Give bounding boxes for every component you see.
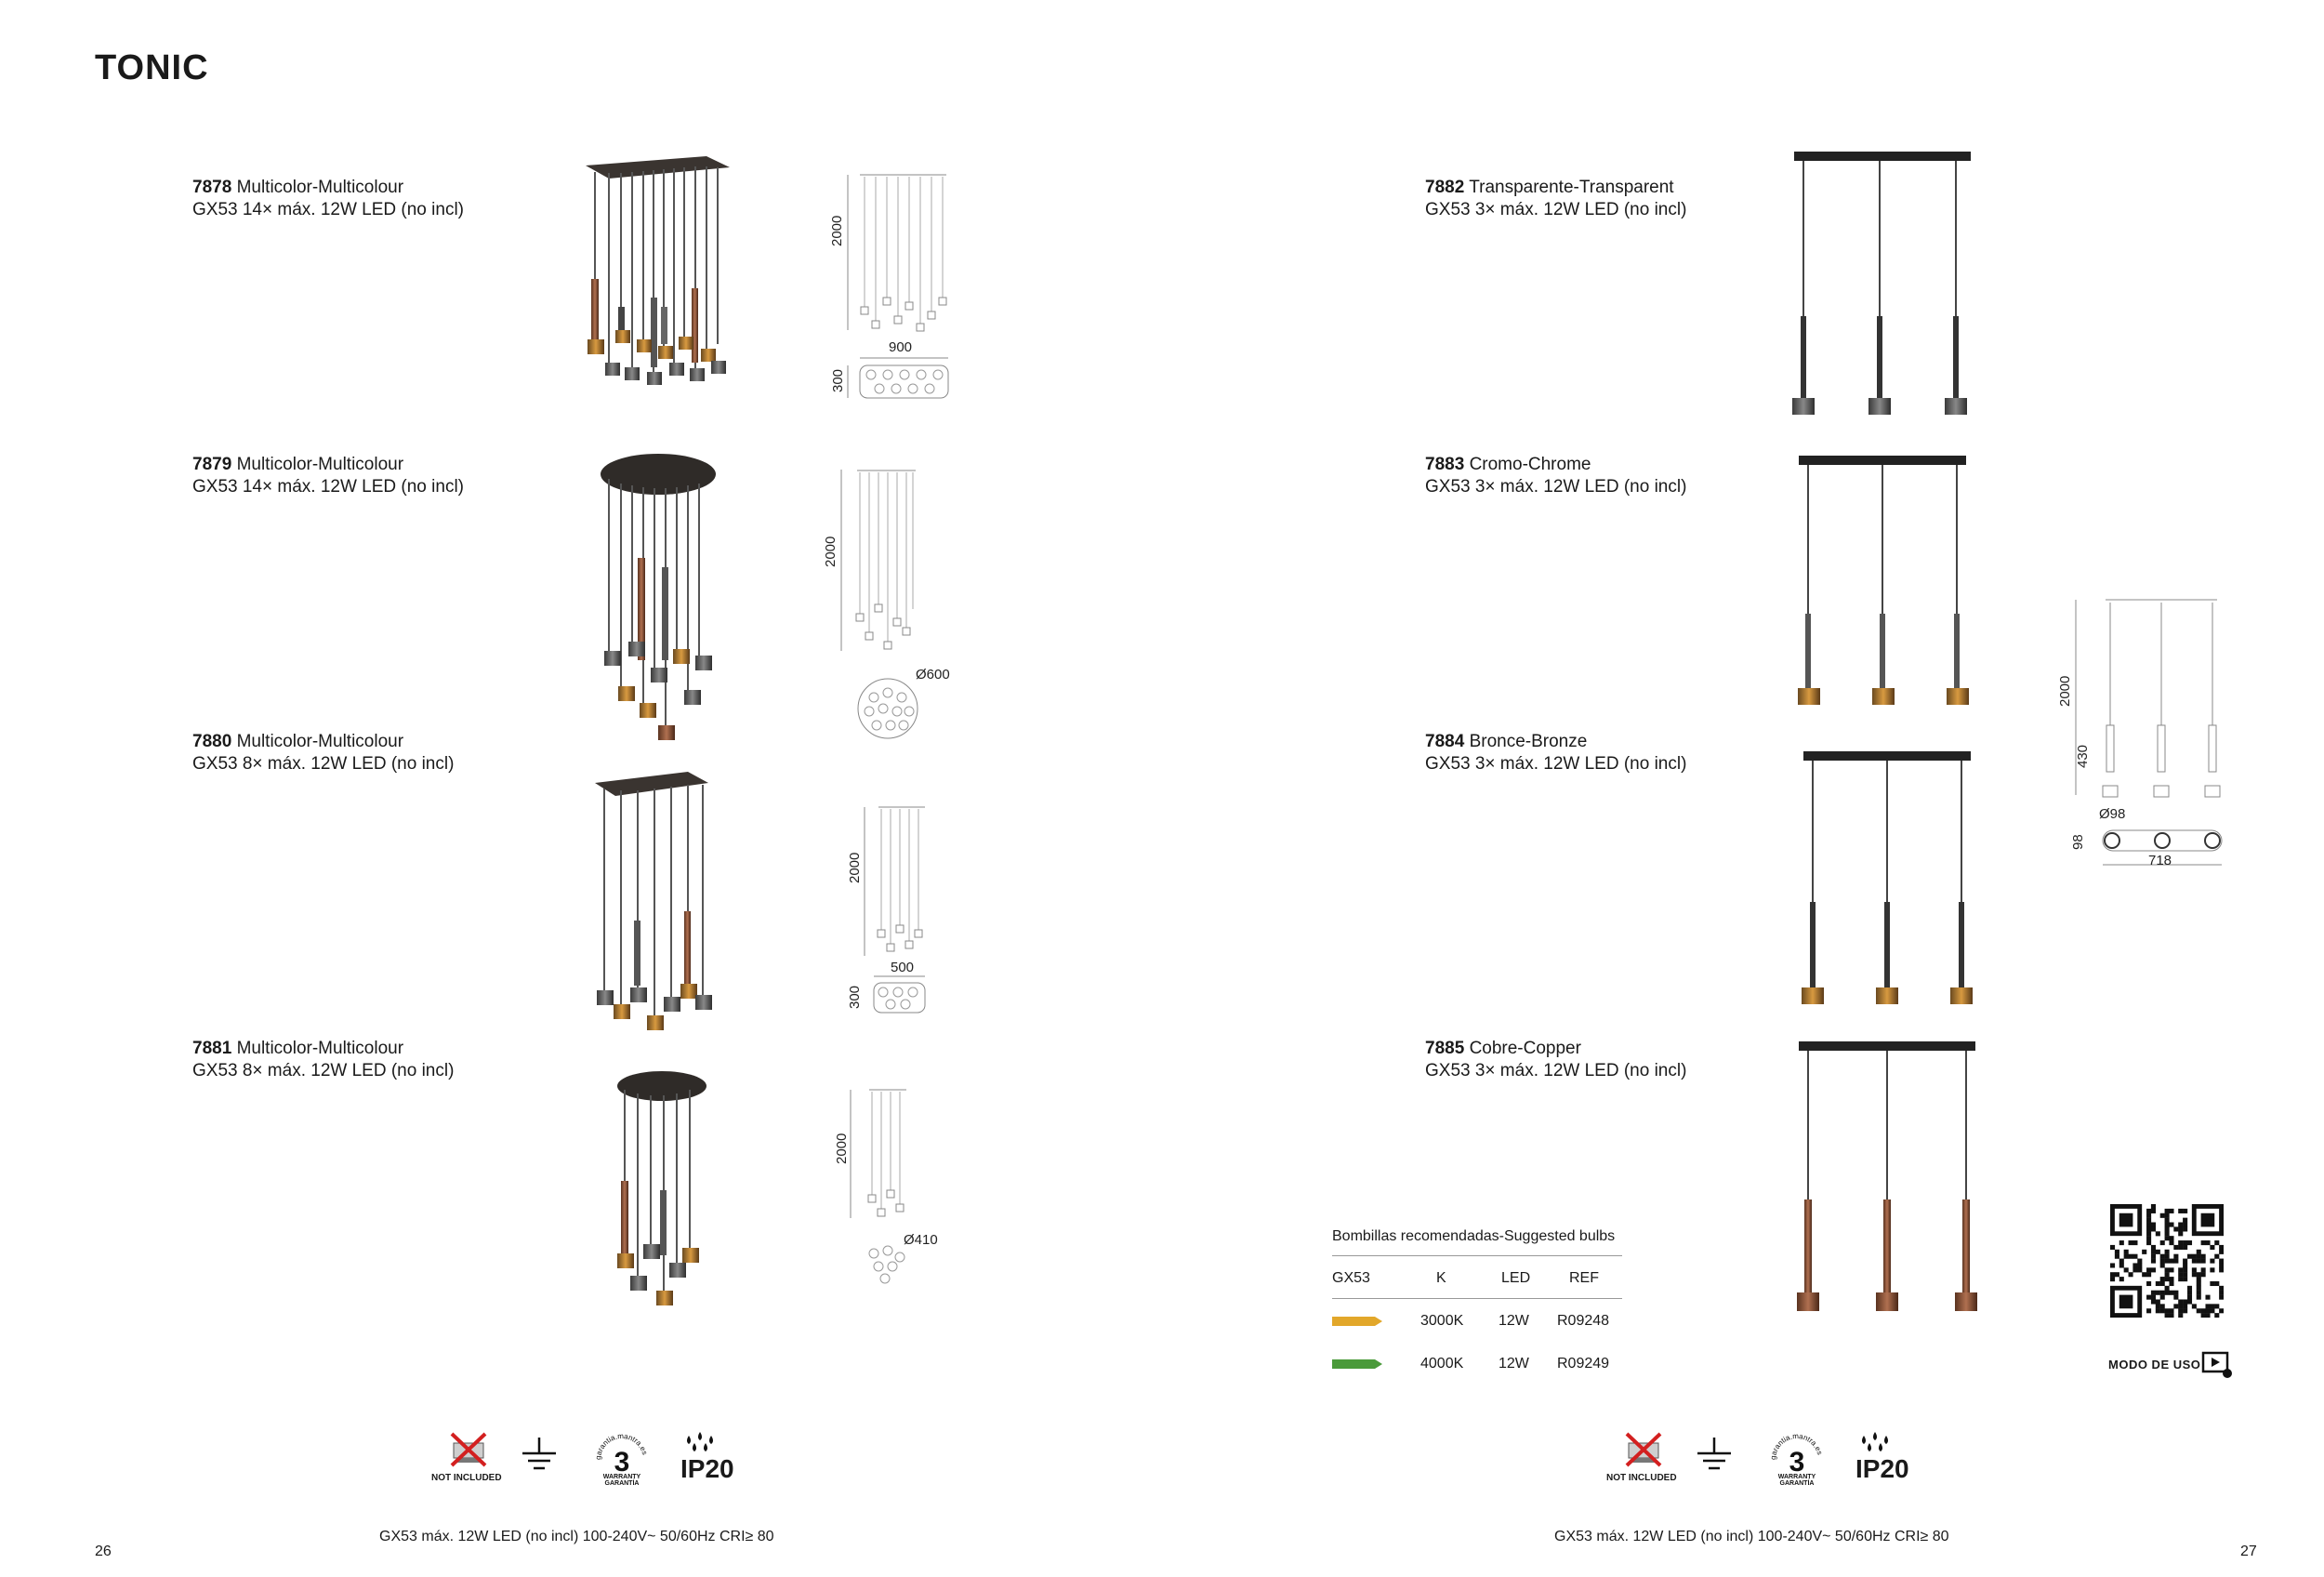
- page-number-right: 27: [2240, 1544, 2257, 1559]
- dim-linear-width: 718: [2148, 853, 2172, 868]
- bulbs-header-gx53: GX53: [1332, 1270, 1370, 1286]
- footer-spec-right: GX53 máx. 12W LED (no incl) 100-240V~ 50/60Hz CRI≥ 80: [1554, 1529, 1949, 1544]
- product-code: 7878: [192, 178, 232, 197]
- dim-7878-width: 900: [889, 339, 913, 355]
- ip-rating-label: IP20: [1855, 1454, 1909, 1483]
- dim-7880-height: 2000: [847, 852, 863, 883]
- product-code: 7879: [192, 455, 232, 474]
- bulb-4000k-k: 4000K: [1420, 1356, 1464, 1372]
- product-photo-7882: [1792, 152, 1971, 415]
- product-code: 7881: [192, 1039, 232, 1058]
- bulb-not-included-icon: [448, 1430, 489, 1469]
- bulb-4000k-ref: R09249: [1557, 1356, 1610, 1372]
- bulbs-divider-header: [1332, 1298, 1622, 1299]
- product-name: Multicolor-Multicolour: [236, 732, 404, 751]
- svg-text:GARANTÍA: GARANTÍA: [604, 1480, 640, 1486]
- video-play-icon[interactable]: [2201, 1350, 2235, 1380]
- product-photo-7885: [1797, 1041, 1977, 1311]
- product-name: Transparente-Transparent: [1469, 178, 1674, 197]
- dim-7880-depth: 300: [847, 985, 863, 1009]
- bulbs-divider-top: [1332, 1255, 1622, 1256]
- svg-text:3: 3: [1789, 1447, 1805, 1478]
- water-drops-icon: [1858, 1430, 1899, 1454]
- bulb-3000k-led: 12W: [1499, 1313, 1529, 1329]
- dim-linear-shade: Ø98: [2099, 806, 2126, 822]
- product-photo-7879: [601, 454, 716, 740]
- bulb-3000k-k: 3000K: [1420, 1313, 1464, 1329]
- product-code: 7880: [192, 732, 232, 751]
- bulb-not-included-icon: [1623, 1430, 1664, 1469]
- dim-linear-height: 2000: [2057, 675, 2073, 707]
- page-title: TONIC: [95, 48, 209, 87]
- dim-7880-width: 500: [891, 960, 915, 975]
- product-photo-7880: [595, 772, 712, 1030]
- dim-7881-height: 2000: [834, 1133, 850, 1164]
- svg-text:garantia.mantra.es: garantia.mantra.es: [593, 1431, 650, 1461]
- warranty-3-years-icon: [1768, 1430, 1826, 1486]
- ground-earth-icon: [1696, 1438, 1733, 1475]
- product-name: Multicolor-Multicolour: [236, 178, 404, 197]
- svg-text:WARRANTY: WARRANTY: [602, 1474, 641, 1480]
- bulb-3000k-ref: R09248: [1557, 1313, 1610, 1329]
- product-photo-7883: [1798, 456, 1969, 705]
- product-photo-7878: [586, 156, 730, 385]
- dim-7879-diameter: Ø600: [916, 667, 950, 682]
- cert-icons-right: [1603, 1430, 1937, 1495]
- bulb-3000k-color-arrow: [1332, 1315, 1383, 1328]
- bulbs-title: Bombillas recomendadas-Suggested bulbs: [1332, 1228, 1616, 1244]
- product-spec: GX53 8× máx. 12W LED (no incl): [192, 1061, 455, 1080]
- product-photo-7881: [617, 1071, 706, 1305]
- page-number-left: 26: [95, 1544, 112, 1559]
- dim-7878-height: 2000: [829, 215, 845, 246]
- warranty-3-years-icon: [593, 1430, 651, 1486]
- product-spec: GX53 3× máx. 12W LED (no incl): [1425, 1061, 1687, 1080]
- product-spec: GX53 3× máx. 12W LED (no incl): [1425, 200, 1687, 219]
- bulbs-header-k: K: [1436, 1270, 1446, 1286]
- svg-text:GARANTÍA: GARANTÍA: [1779, 1480, 1815, 1486]
- dim-linear-depth: 98: [2070, 834, 2086, 850]
- footer-spec-left: GX53 máx. 12W LED (no incl) 100-240V~ 50/60Hz CRI≥ 80: [379, 1529, 774, 1544]
- dim-7878-depth: 300: [830, 368, 846, 392]
- tech-drawing-7880: [865, 807, 925, 1013]
- water-drops-icon: [683, 1430, 724, 1454]
- product-code: 7884: [1425, 732, 1465, 751]
- tech-drawing-7879: [841, 470, 918, 738]
- modo-de-uso-label: MODO DE USO: [2108, 1358, 2201, 1372]
- tech-drawing-7881: [851, 1090, 906, 1283]
- product-spec: GX53 3× máx. 12W LED (no incl): [1425, 477, 1687, 497]
- product-photo-7884: [1802, 751, 1973, 1004]
- product-name: Cromo-Chrome: [1469, 455, 1591, 474]
- product-code: 7885: [1425, 1039, 1465, 1058]
- product-code: 7883: [1425, 455, 1465, 474]
- dim-7881-diameter: Ø410: [904, 1232, 938, 1248]
- not-included-label: NOT INCLUDED: [1606, 1473, 1677, 1483]
- dim-linear-pendant: 430: [2075, 744, 2091, 768]
- product-name: Multicolor-Multicolour: [236, 1039, 404, 1058]
- svg-text:3: 3: [614, 1447, 630, 1478]
- not-included-label: NOT INCLUDED: [431, 1473, 502, 1483]
- product-code: 7882: [1425, 178, 1465, 197]
- cert-icons-left: [428, 1430, 762, 1495]
- bulbs-header-ref: REF: [1569, 1270, 1599, 1286]
- bulb-4000k-led: 12W: [1499, 1356, 1529, 1372]
- product-spec: GX53 3× máx. 12W LED (no incl): [1425, 754, 1687, 774]
- qr-code-icon[interactable]: [2110, 1204, 2224, 1318]
- product-name: Multicolor-Multicolour: [236, 455, 404, 474]
- product-name: Cobre-Copper: [1469, 1039, 1581, 1058]
- svg-text:garantia.mantra.es: garantia.mantra.es: [1768, 1431, 1825, 1461]
- product-name: Bronce-Bronze: [1469, 732, 1588, 751]
- bulbs-header-led: LED: [1501, 1270, 1531, 1286]
- svg-text:WARRANTY: WARRANTY: [1777, 1474, 1816, 1480]
- product-spec: GX53 14× máx. 12W LED (no incl): [192, 200, 464, 219]
- tech-drawing-7878: [848, 175, 948, 398]
- product-spec: GX53 14× máx. 12W LED (no incl): [192, 477, 464, 497]
- bulb-4000k-color-arrow: [1332, 1358, 1383, 1371]
- ground-earth-icon: [521, 1438, 558, 1475]
- product-spec: GX53 8× máx. 12W LED (no incl): [192, 754, 455, 774]
- tech-drawing-linear: [2076, 600, 2222, 865]
- dim-7879-height: 2000: [823, 536, 838, 567]
- ip-rating-label: IP20: [680, 1454, 734, 1483]
